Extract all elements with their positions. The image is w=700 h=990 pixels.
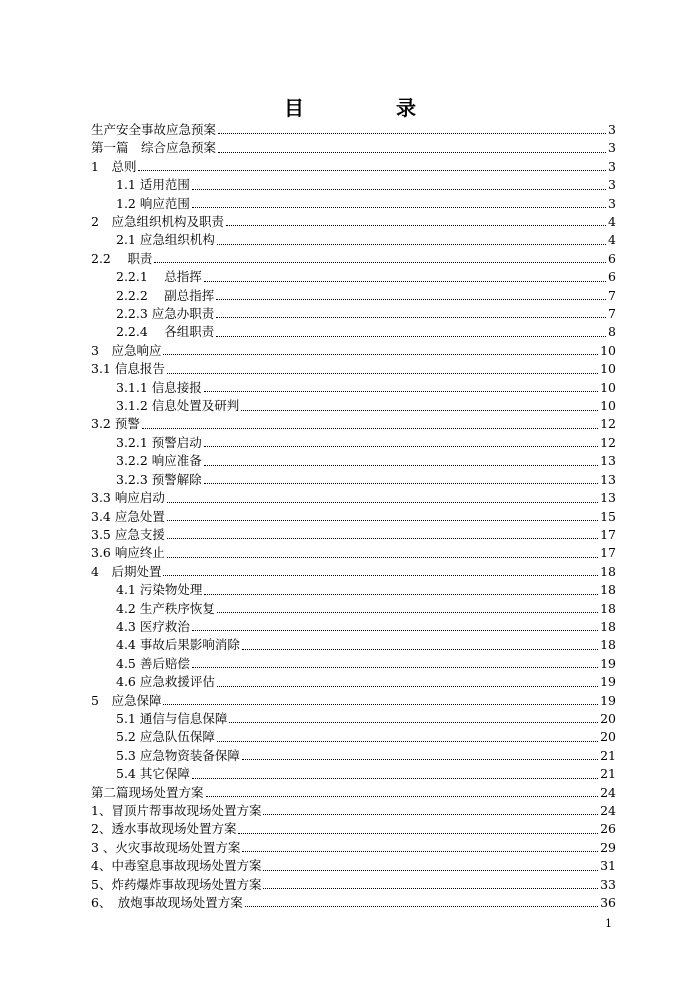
toc-dot-leader	[245, 906, 598, 907]
toc-entry-label: 5.3 应急物资装备保障	[116, 747, 240, 763]
toc-entry-label: 第一篇 综合应急预案	[91, 140, 217, 156]
toc-entry-label: 4.4 事故后果影响消除	[116, 637, 240, 653]
toc-entry-page: 18	[600, 600, 616, 616]
toc-entry[interactable]	[91, 287, 616, 305]
toc-entry[interactable]	[91, 213, 616, 231]
toc-entry-page: 17	[600, 526, 616, 542]
toc-entry[interactable]	[91, 268, 616, 286]
toc-entry-page: 3	[608, 158, 616, 174]
toc-entry-label: 1、冒顶片帮事故现场处置方案	[91, 803, 262, 819]
toc-entry-label: 生产安全事故应急预案	[91, 121, 217, 137]
toc-entry[interactable]	[91, 802, 616, 820]
toc-dot-leader	[167, 502, 598, 503]
toc-entry-label: 3.2.2 响应准备	[116, 453, 202, 469]
table-of-contents	[91, 121, 616, 912]
toc-entry[interactable]	[91, 342, 616, 360]
toc-entry[interactable]	[91, 876, 616, 894]
toc-entry-page: 29	[600, 839, 616, 855]
toc-dot-leader	[263, 814, 598, 815]
toc-entry-page: 4	[608, 232, 616, 248]
toc-entry-page: 4	[608, 214, 616, 230]
toc-entry-label: 6、 放炮事故现场处置方案	[91, 895, 243, 911]
toc-entry-page: 18	[600, 618, 616, 634]
toc-entry-page: 24	[600, 803, 616, 819]
toc-entry-page: 31	[600, 858, 616, 874]
toc-entry[interactable]	[91, 139, 616, 157]
toc-dot-leader	[241, 410, 598, 411]
toc-entry[interactable]	[91, 176, 616, 194]
toc-entry-label: 2.2.1 总指挥	[116, 269, 202, 285]
toc-entry-page: 17	[600, 545, 616, 561]
toc-entry[interactable]	[91, 600, 616, 618]
toc-entry-page: 26	[600, 821, 616, 837]
toc-entry-page: 19	[600, 674, 616, 690]
toc-dot-leader	[192, 189, 606, 190]
toc-dot-leader	[218, 152, 606, 153]
toc-entry[interactable]	[91, 379, 616, 397]
toc-entry[interactable]	[91, 728, 616, 746]
toc-dot-leader	[167, 520, 598, 521]
toc-entry-page: 3	[608, 195, 616, 211]
toc-entry[interactable]	[91, 471, 616, 489]
toc-entry[interactable]	[91, 839, 616, 857]
toc-dot-leader	[263, 888, 598, 889]
toc-entry[interactable]	[91, 765, 616, 783]
toc-entry-label: 2.2.2 副总指挥	[116, 287, 215, 303]
toc-entry[interactable]	[91, 489, 616, 507]
toc-entry-page: 10	[600, 361, 616, 377]
toc-dot-leader	[192, 207, 606, 208]
toc-entry-page: 8	[608, 324, 616, 340]
toc-entry-label: 1.1 适用范围	[116, 177, 190, 193]
toc-entry[interactable]	[91, 250, 616, 268]
toc-entry-label: 3 、火灾事故现场处置方案	[91, 839, 241, 855]
toc-dot-leader	[204, 391, 598, 392]
toc-entry-label: 5.2 应急队伍保障	[116, 729, 215, 745]
toc-entry-label: 1 总则	[91, 158, 137, 174]
toc-dot-leader	[242, 851, 598, 852]
toc-entry-label: 1.2 响应范围	[116, 195, 190, 211]
toc-dot-leader	[192, 778, 598, 779]
toc-dot-leader	[142, 428, 598, 429]
toc-entry-label: 2.2 职责	[91, 250, 153, 266]
toc-entry[interactable]	[91, 618, 616, 636]
toc-entry-page: 18	[600, 563, 616, 579]
toc-entry-label: 3.6 响应终止	[91, 545, 165, 561]
toc-entry-label: 3.2 预警	[91, 416, 140, 432]
toc-entry-label: 3.3 响应启动	[91, 490, 165, 506]
toc-entry-label: 2.1 应急组织机构	[116, 232, 215, 248]
toc-dot-leader	[242, 649, 598, 650]
toc-entry-page: 7	[608, 287, 616, 303]
toc-entry-page: 6	[608, 269, 616, 285]
toc-entry-label: 4.5 善后赔偿	[116, 655, 190, 671]
toc-entry[interactable]	[91, 121, 616, 139]
toc-dot-leader	[192, 667, 598, 668]
toc-entry-label: 3.4 应急处置	[91, 508, 165, 524]
toc-entry[interactable]	[91, 820, 616, 838]
toc-entry[interactable]	[91, 784, 616, 802]
toc-dot-leader	[218, 133, 606, 134]
toc-dot-leader	[206, 796, 599, 797]
toc-entry-label: 5.1 通信与信息保障	[116, 710, 228, 726]
toc-dot-leader	[163, 704, 598, 705]
toc-dot-leader	[263, 870, 598, 871]
toc-entry-label: 4 后期处置	[91, 563, 162, 579]
toc-dot-leader	[217, 686, 598, 687]
toc-dot-leader	[154, 262, 606, 263]
toc-entry-label: 3.1.2 信息处置及研判	[116, 398, 240, 414]
toc-dot-leader	[217, 244, 606, 245]
toc-dot-leader	[204, 483, 598, 484]
toc-entry-page: 21	[600, 766, 616, 782]
toc-entry-page: 36	[600, 895, 616, 911]
toc-entry-page: 13	[600, 490, 616, 506]
toc-entry-page: 10	[600, 398, 616, 414]
toc-entry-page: 3	[608, 177, 616, 193]
toc-entry-label: 3.2.1 预警启动	[116, 434, 202, 450]
toc-entry-label: 5 应急保障	[91, 692, 162, 708]
toc-entry[interactable]	[91, 416, 616, 434]
toc-entry-label: 5.4 其它保障	[116, 766, 190, 782]
toc-entry-label: 4.3 医疗救治	[116, 618, 190, 634]
toc-dot-leader	[216, 317, 606, 318]
toc-entry-page: 7	[608, 306, 616, 322]
toc-entry[interactable]	[91, 747, 616, 765]
toc-entry-page: 24	[600, 784, 616, 800]
toc-entry[interactable]	[91, 710, 616, 728]
toc-entry-page: 18	[600, 637, 616, 653]
toc-dot-leader	[226, 225, 606, 226]
toc-entry[interactable]	[91, 563, 616, 581]
toc-entry-page: 13	[600, 453, 616, 469]
toc-entry[interactable]	[91, 305, 616, 323]
toc-entry-label: 5、炸药爆炸事故现场处置方案	[91, 876, 262, 892]
toc-entry[interactable]	[91, 581, 616, 599]
toc-entry-label: 3.1 信息报告	[91, 361, 165, 377]
toc-entry-page: 33	[600, 876, 616, 892]
toc-dot-leader	[204, 594, 598, 595]
toc-entry-label: 4.6 应急救援评估	[116, 674, 215, 690]
toc-entry-page: 18	[600, 582, 616, 598]
toc-entry-page: 10	[600, 342, 616, 358]
toc-entry-label: 2.2.4 各组职责	[116, 324, 215, 340]
toc-entry-page: 20	[600, 729, 616, 745]
toc-entry-page: 12	[600, 416, 616, 432]
toc-entry-page: 10	[600, 379, 616, 395]
toc-entry-label: 3.5 应急支援	[91, 526, 165, 542]
page-number: 1	[605, 917, 612, 930]
toc-entry[interactable]	[91, 508, 616, 526]
toc-entry-label: 4、中毒窒息事故现场处置方案	[91, 858, 262, 874]
toc-dot-leader	[216, 336, 606, 337]
toc-entry-label: 第二篇现场处置方案	[91, 784, 204, 800]
toc-entry[interactable]	[91, 231, 616, 249]
toc-entry-page: 19	[600, 692, 616, 708]
toc-entry[interactable]	[91, 360, 616, 378]
toc-entry-label: 3.2.3 预警解除	[116, 471, 202, 487]
toc-entry-page: 12	[600, 434, 616, 450]
toc-entry[interactable]	[91, 434, 616, 452]
toc-entry-label: 3 应急响应	[91, 342, 162, 358]
page-title: 目 录	[284, 96, 452, 120]
toc-entry-label: 2.2.3 应急办职责	[116, 306, 215, 322]
toc-dot-leader	[167, 538, 598, 539]
toc-entry[interactable]	[91, 692, 616, 710]
toc-entry[interactable]	[91, 636, 616, 654]
toc-entry[interactable]	[91, 323, 616, 341]
toc-dot-leader	[204, 281, 606, 282]
toc-entry-label: 2、透水事故现场处置方案	[91, 821, 237, 837]
toc-dot-leader	[163, 354, 598, 355]
toc-dot-leader	[138, 170, 606, 171]
toc-dot-leader	[163, 575, 598, 576]
toc-entry[interactable]	[91, 857, 616, 875]
toc-entry-label: 4.2 生产秩序恢复	[116, 600, 215, 616]
toc-entry-label: 2 应急组织机构及职责	[91, 214, 224, 230]
toc-entry-page: 6	[608, 250, 616, 266]
toc-entry[interactable]	[91, 526, 616, 544]
toc-entry-label: 4.1 污染物处理	[116, 582, 203, 598]
toc-entry[interactable]	[91, 894, 616, 912]
toc-entry-page: 19	[600, 655, 616, 671]
toc-dot-leader	[217, 612, 598, 613]
toc-dot-leader	[216, 299, 606, 300]
toc-entry[interactable]	[91, 158, 616, 176]
toc-entry[interactable]	[91, 673, 616, 691]
toc-dot-leader	[204, 465, 598, 466]
toc-entry-page: 13	[600, 471, 616, 487]
toc-dot-leader	[229, 722, 598, 723]
toc-entry-page: 21	[600, 747, 616, 763]
toc-dot-leader	[204, 446, 598, 447]
toc-dot-leader	[217, 741, 598, 742]
toc-entry-page: 3	[608, 140, 616, 156]
toc-entry[interactable]	[91, 655, 616, 673]
toc-entry[interactable]	[91, 195, 616, 213]
toc-entry-page: 15	[600, 508, 616, 524]
toc-dot-leader	[167, 373, 598, 374]
toc-entry[interactable]	[91, 397, 616, 415]
toc-entry-page: 20	[600, 710, 616, 726]
toc-dot-leader	[192, 630, 598, 631]
toc-dot-leader	[242, 759, 598, 760]
toc-entry-label: 3.1.1 信息接报	[116, 379, 202, 395]
toc-entry[interactable]	[91, 544, 616, 562]
toc-entry[interactable]	[91, 452, 616, 470]
toc-dot-leader	[167, 557, 598, 558]
toc-entry-page: 3	[608, 121, 616, 137]
toc-dot-leader	[238, 833, 598, 834]
